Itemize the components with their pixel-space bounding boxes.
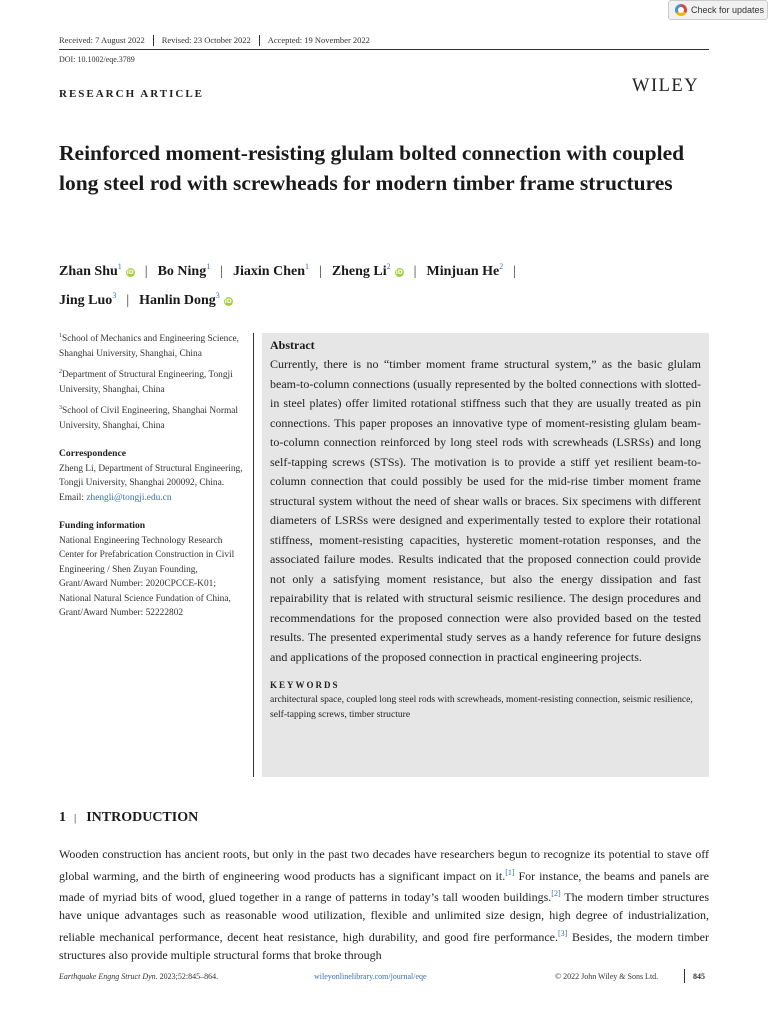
- affiliation-item: [59, 329, 244, 361]
- affiliation-marker: 2: [386, 262, 391, 271]
- author-label: Hanlin Dong: [139, 293, 216, 308]
- orcid-icon[interactable]: iD: [224, 298, 232, 305]
- author-name[interactable]: [59, 293, 116, 308]
- affiliation-marker: 3: [112, 291, 117, 300]
- article-info-column: [59, 329, 244, 621]
- author-name[interactable]: [233, 264, 309, 279]
- introduction-heading: [59, 810, 198, 826]
- header-divider: [59, 49, 709, 50]
- affiliation-item: [59, 365, 244, 397]
- citation-link[interactable]: [3]: [558, 928, 568, 938]
- intro-segment: Besides, the modern timber structures also provide multiple structural forms that broke through: [59, 929, 709, 962]
- author-separator: |: [220, 264, 224, 279]
- footer-divider: [684, 969, 685, 983]
- article-dates: [59, 35, 378, 46]
- revised-date: Revised: 23 October 2022: [153, 35, 259, 46]
- author-label: Zhan Shu: [59, 264, 118, 279]
- intro-segment: The modern timber structures have unique advantages such as reasonable wood utilization, flexible and unlimited size design, high degree of industrialization, reliable mechanical performance, decent heat resistance, high durability, and good fire performance.: [59, 890, 710, 944]
- affiliations: [59, 329, 244, 433]
- citation-link[interactable]: [1]: [505, 867, 515, 877]
- section-separator: |: [74, 812, 77, 824]
- author-separator: |: [144, 264, 148, 279]
- journal-url-link[interactable]: wileyonlinelibrary.com/journal/eqe: [314, 972, 427, 981]
- intro-segment: For instance, the beams and panels are made of myriad bits of wood, glued together in a range of patterns in today’s tall wooden buildings.: [59, 868, 709, 905]
- correspondence-heading: Correspondence: [59, 448, 126, 459]
- copyright-notice: © 2022 John Wiley & Sons Ltd.: [555, 972, 659, 981]
- received-date: Received: 7 August 2022: [59, 35, 145, 45]
- affiliation-number: 2: [59, 369, 62, 375]
- keywords-text: architectural space, coupled long steel rods with screwheads, moment-resisting connection, seismic resilience, self-tapping screws, timber structure: [270, 694, 693, 720]
- journal-citation: [59, 972, 218, 981]
- affiliation-marker: 1: [117, 262, 122, 271]
- check-for-updates-button[interactable]: [668, 0, 768, 20]
- introduction-text: [59, 846, 709, 964]
- author-label: Jing Luo: [59, 293, 113, 308]
- orcid-icon[interactable]: iD: [395, 269, 403, 276]
- author-label: Zheng Li: [331, 264, 387, 279]
- email-link[interactable]: zhengli@tongji.edu.cn: [86, 492, 172, 503]
- email-label: Email:: [59, 492, 87, 503]
- author-separator: |: [513, 264, 517, 279]
- keywords-heading: KEYWORDS: [270, 680, 340, 690]
- funding-text: National Engineering Technology Research Center for Prefabrication Construction in Civil Engineering / Shen Zuyan Founding, Grant/Award Number: 2020CPCCE-K01; National Natural Science Fundation of China, Grant/Award Number: 52222802: [59, 535, 235, 618]
- funding-heading: Funding information: [59, 520, 146, 531]
- author-separator: |: [126, 293, 130, 308]
- section-number: 1: [59, 810, 66, 825]
- journal-volume: 2023;52:845–864.: [157, 972, 219, 981]
- affiliation-marker: 1: [206, 262, 211, 271]
- author-label: Jiaxin Chen: [233, 264, 305, 279]
- author-name[interactable]: [158, 264, 211, 279]
- correspondence-text: [59, 462, 244, 506]
- accepted-date: Accepted: 19 November 2022: [259, 35, 378, 46]
- author-name[interactable]: [139, 293, 233, 308]
- affiliation-marker: 2: [499, 262, 504, 271]
- author-separator: |: [413, 264, 417, 279]
- affiliation-marker: 3: [215, 291, 220, 300]
- affiliation-item: [59, 401, 244, 433]
- author-name[interactable]: [59, 264, 135, 279]
- affiliation-text: School of Mechanics and Engineering Science, Shanghai University, Shanghai, China: [59, 334, 240, 359]
- affiliation-number: 3: [59, 405, 62, 411]
- abstract-heading: Abstract: [270, 338, 315, 352]
- intro-segment: Wooden construction has ancient roots, but only in the past two decades have researchers begun to recognize its potential to stave off global warming, and the birth of engineering wood products has a significant impact on it.: [59, 847, 709, 883]
- author-label: Minjuan He: [426, 264, 500, 279]
- section-label: RESEARCH ARTICLE: [59, 88, 205, 100]
- doi-link[interactable]: DOI: 10.1002/eqe.3789: [59, 55, 135, 64]
- author-separator: |: [319, 264, 322, 279]
- correspondence-address: Zheng Li, Department of Structural Engineering, Tongji University, Shanghai 200092, China.: [59, 463, 243, 488]
- section-title: INTRODUCTION: [86, 810, 199, 825]
- check-for-updates-label: Check for updates: [691, 5, 765, 15]
- publisher-logo: WILEY: [632, 76, 700, 96]
- article-title: Reinforced moment-resisting glulam bolted connection with coupled long steel rod with screwheads for modern timber frame structures: [59, 141, 685, 195]
- author-list: [59, 255, 699, 313]
- page-number: 845: [693, 972, 705, 981]
- abstract-box: [262, 333, 709, 777]
- author-name[interactable]: [332, 264, 404, 279]
- affiliation-number: 1: [59, 333, 62, 339]
- author-name[interactable]: [426, 264, 503, 279]
- column-divider: [253, 333, 254, 777]
- affiliation-marker: 1: [305, 262, 309, 271]
- abstract-text: Currently, there is no “timber moment frame structural system,” as the basic glulam beam-to-column connections (usually represented by the bolted connections with slotted-in steel plates) offer limited rotational stiffness such that they are usually treated as pin connections. This paper proposes an innovative type of moment-resisting glulam beam-to-column connection reinforced by long steel rods with screwheads (LSRSs) and long self-tapping screws (STSs). The motivation is to provide a stiff yet resilient beam-to-column connection that could possibly be used for the mid-rise timber moment frame structural system without the need of shear walls or braces. Six specimens with different diameters of LSRSs were designed and experimentally tested to explore their rotational stiffness, moment-resisting capacities, hysteretic moment-rotation responses, and the associated failure modes. Results indicated that the proposed connection could provide not only a satisfying moment resistance, but also the energy dissipation and fast repairability that is related with structural seismic resilience. The design procedures and recommendations for the proposed connection were also provided based on the tested results. The presented experimental study serves as a handy reference for future designs and applications of the proposed connection in practical engineering projects.: [270, 357, 701, 664]
- affiliation-text: Department of Structural Engineering, Tongji University, Shanghai, China: [59, 370, 233, 395]
- affiliation-text: School of Civil Engineering, Shanghai Normal University, Shanghai, China: [59, 406, 239, 431]
- update-check-icon: [675, 4, 687, 16]
- orcid-icon[interactable]: iD: [126, 269, 134, 276]
- journal-name: Earthquake Engng Struct Dyn.: [59, 972, 158, 981]
- citation-link[interactable]: [2]: [551, 889, 561, 899]
- author-label: Bo Ning: [157, 264, 207, 279]
